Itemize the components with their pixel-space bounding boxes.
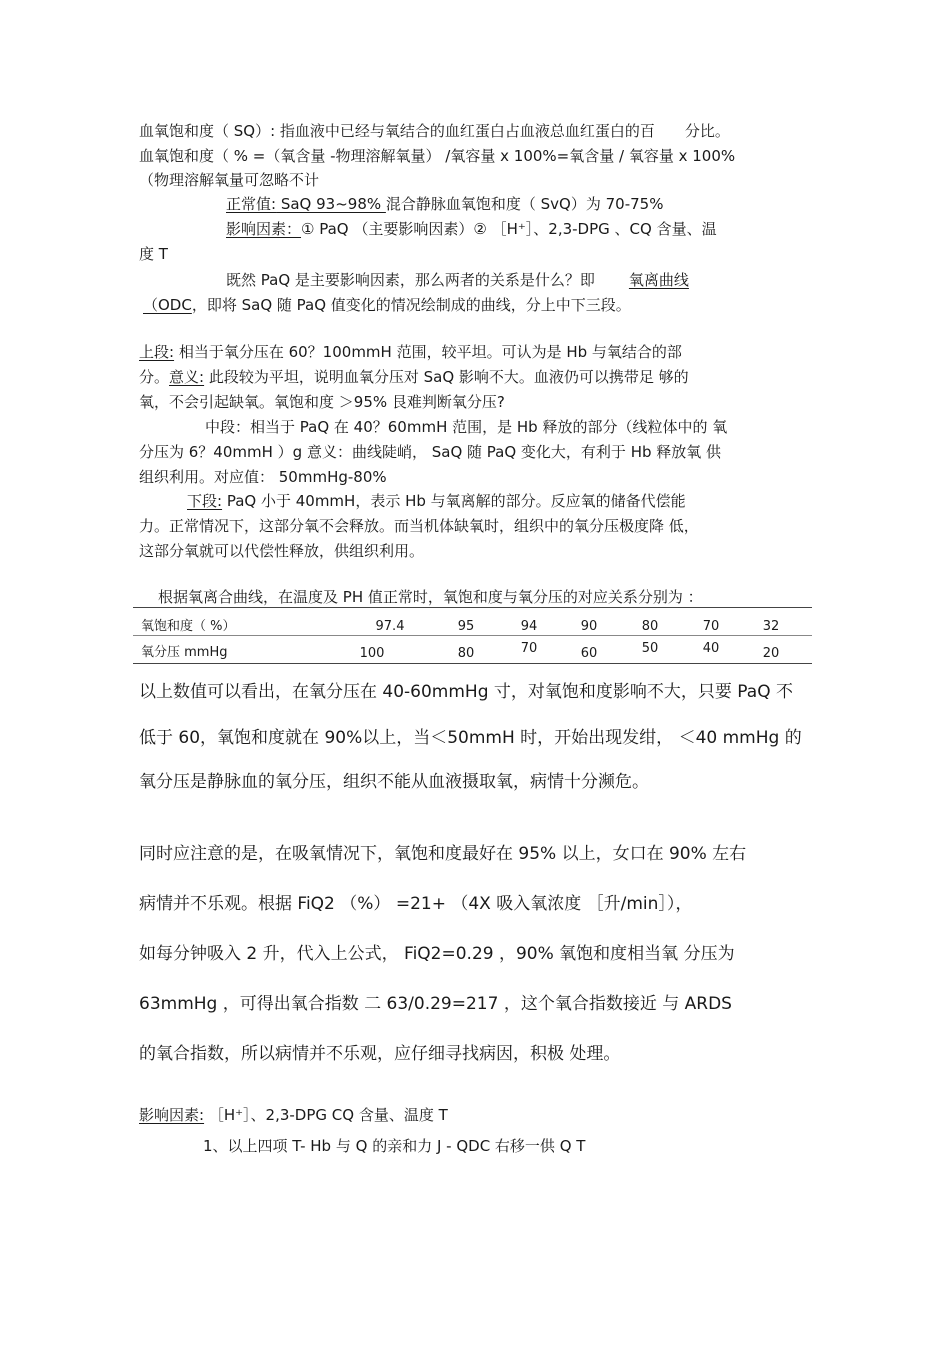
table-caption: 根据氧离合曲线，在温度及 PH 值正常时，氧饱和度与氧分压的对应关系分别为 ： bbox=[158, 588, 703, 606]
sat-cell: 32 bbox=[762, 619, 780, 634]
factors-summary-text: ［H⁺］、2,3-DPG CQ 含量、温度 T bbox=[204, 1106, 448, 1124]
para-line: 度 T bbox=[139, 245, 168, 263]
para-line: 分压为 6？40mmH ）g 意义：曲线陡峭， SaQ 随 PaQ 变化大，有利于 Hb 释放氧 供 bbox=[139, 443, 722, 461]
factors-line bbox=[226, 219, 811, 239]
meaning-label: 意义: bbox=[169, 368, 205, 386]
normal-value-rest: 混合静脉血氧饱和度（ SvQ）为 70-75% bbox=[385, 195, 664, 213]
press-cell: 50 bbox=[641, 641, 659, 656]
para-line: （物理溶解氧量可忽略不计 bbox=[139, 171, 320, 189]
upper-segment-line bbox=[139, 342, 811, 362]
para-line: 氧分压是静脉血的氧分压，组织不能从血液摄取氧，病情十分濒危。 bbox=[139, 772, 649, 792]
para-line: 如每分钟吸入 2 升，代入上公式， FiQ2=0.29 ，90% 氧饱和度相当氧 分压为 bbox=[139, 944, 735, 964]
para-line: 63mmHg ，可得出氧合指数 二 63/0.29=217 ，这个氧合指数接近 与 ARDS bbox=[139, 994, 732, 1014]
para-line bbox=[143, 295, 815, 315]
text-fragment: 分。 bbox=[139, 368, 170, 386]
sat-cell: 80 bbox=[641, 619, 659, 634]
sat-cell: 90 bbox=[580, 619, 598, 634]
text-fragment: 此段较为平坦，说明血氧分压对 SaQ 影响不大。血液仍可以携带足 够的 bbox=[204, 368, 689, 386]
para-line: 以上数值可以看出，在氧分压在 40-60mmHg 寸，对氧饱和度影响不大，只要 PaQ 不 bbox=[139, 682, 793, 702]
para-line: 的氧合指数，所以病情并不乐观，应仔细寻找病因，积极 处理。 bbox=[139, 1044, 621, 1064]
para-line: 同时应注意的是，在吸氧情况下，氧饱和度最好在 95% 以上，女口在 90% 左右 bbox=[139, 844, 747, 864]
press-cell: 80 bbox=[457, 646, 475, 661]
normal-value-line bbox=[226, 194, 811, 214]
press-cell: 60 bbox=[580, 646, 598, 661]
odc-intro: 既然 PaQ 是主要影响因素，那么两者的关系是什么？即 bbox=[226, 271, 595, 289]
para-line: 力。正常情况下，这部分氧不会释放。而当机体缺氧时，组织中的氧分压极度降 低， bbox=[139, 517, 699, 535]
para-line: 氧，不会引起缺氧。氧饱和度 ＞95% 艮难判断氧分压? bbox=[139, 393, 505, 411]
para-line: 这部分氧就可以代偿性释放，供组织利用。 bbox=[139, 542, 425, 560]
para-line: 低于 60，氧饱和度就在 90%以上，当＜50mmH 时，开始出现发绀， ＜40 mmHg 的 bbox=[139, 728, 802, 748]
normal-value-label: 正常值: bbox=[226, 195, 277, 213]
para-line: 血氧饱和度（ SQ）: 指血液中已经与氧结合的血红蛋白占血液总血红蛋白的百 分比。 bbox=[139, 122, 730, 140]
para-line: 中段：相当于 PaQ 在 40？60mmH 范围，是 Hb 释放的部分（线粒体中的 氧 bbox=[205, 418, 728, 436]
para-line: 1、以上四项 T- Hb 与 Q 的亲和力 J - QDC 右移一供 Q T bbox=[203, 1137, 586, 1155]
para-line: 组织利用。对应值： 50mmHg-80% bbox=[139, 468, 387, 486]
odc-term: 氧离曲线 bbox=[628, 271, 689, 289]
press-cell: 20 bbox=[762, 646, 780, 661]
sat-cell: 70 bbox=[702, 619, 720, 634]
normal-value-range: SaQ 93~98% bbox=[276, 195, 386, 213]
para-line bbox=[226, 270, 811, 290]
factors-label: 影响因素： bbox=[226, 220, 302, 238]
press-cell: 70 bbox=[520, 641, 538, 656]
odc-desc: ，即将 SaQ 随 PaQ 值变化的情况绘制成的曲线，分上中下三段。 bbox=[191, 296, 631, 314]
press-row-label: 氧分压 mmHg bbox=[141, 645, 228, 660]
table-divider bbox=[133, 635, 812, 636]
factors-summary-label: 影响因素: bbox=[139, 1106, 205, 1124]
odc-abbrev: （ODC bbox=[143, 296, 192, 314]
para-line: 病情并不乐观。根据 FiQ2 （%） =21+ （4X 吸入氧浓度 ［升/min］）， bbox=[139, 894, 693, 914]
oxygen-table bbox=[133, 607, 812, 664]
para-line: 血氧饱和度（ % =（氧含量 -物理溶解氧量） /氧容量 x 100%=氧含量 / 氧容量 x 100% bbox=[139, 147, 736, 165]
sat-cell: 95 bbox=[457, 619, 475, 634]
para-line bbox=[139, 367, 811, 387]
sat-cell: 97.4 bbox=[375, 619, 405, 634]
upper-segment-label: 上段: bbox=[139, 343, 175, 361]
press-cell: 40 bbox=[702, 641, 720, 656]
sat-row-label: 氧饱和度（ %） bbox=[141, 619, 236, 634]
factors-summary-line bbox=[139, 1105, 811, 1125]
upper-segment-text: 相当于氧分压在 60？100mmH 范围，较平坦。可认为是 Hb 与氧结合的部 bbox=[174, 343, 682, 361]
sat-cell: 94 bbox=[520, 619, 538, 634]
lower-segment-text: PaQ 小于 40mmH，表示 Hb 与氧离解的部分。反应氧的储备代偿能 bbox=[222, 492, 686, 510]
press-cell: 100 bbox=[359, 646, 385, 661]
lower-segment-label: 下段: bbox=[187, 492, 223, 510]
lower-segment-line bbox=[187, 491, 811, 511]
factors-text: ① PaQ （主要影响因素）② ［H⁺］、2,3-DPG 、CQ 含量、温 bbox=[301, 220, 717, 238]
